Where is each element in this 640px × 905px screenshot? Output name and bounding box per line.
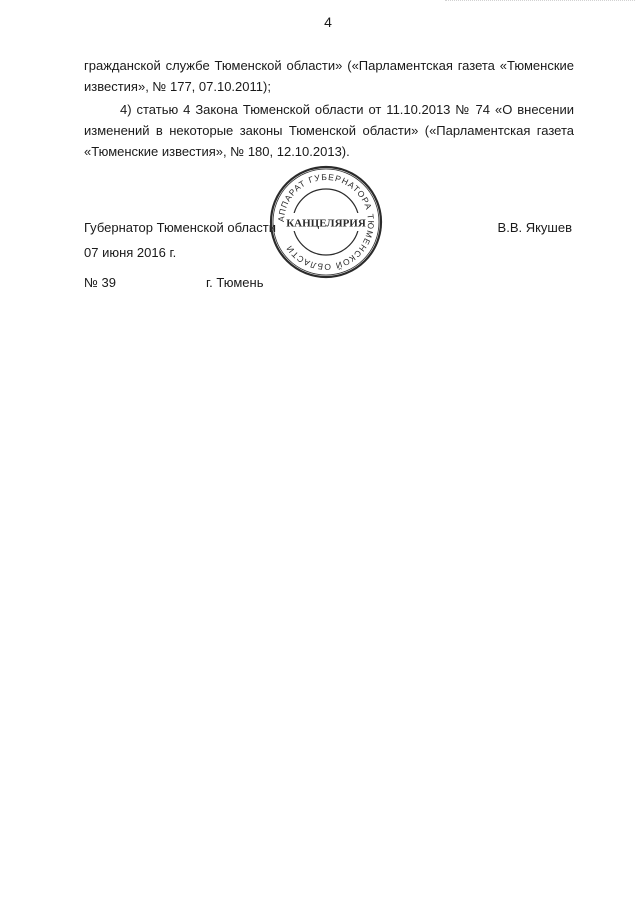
signatory-title: Губернатор Тюменской области [84, 220, 276, 235]
document-date: 07 июня 2016 г. [84, 245, 177, 260]
document-number: № 39 [84, 275, 117, 290]
official-seal [268, 164, 384, 280]
body-paragraph-2: 4) статью 4 Закона Тюменской области от 11.10.2013 № 74 «О внесении изменений в некоторые законы Тюменской области» («Парламентская газета «Тюменские известия», № 180, 12.10.2013). [84, 102, 574, 159]
page-number: 4 [324, 14, 332, 30]
document-city: г. Тюмень [206, 275, 264, 290]
seal-center-text: КАНЦЕЛЯРИЯ [286, 217, 366, 230]
seal-ring-text: АППАРАТ ГУБЕРНАТОРА ТЮМЕНСКОЙ ОБЛАСТИ [275, 171, 377, 273]
body-paragraph-1: гражданской службе Тюменской области» («Парламентская газета «Тюменские известия», № 177, 07.10.2011); [84, 58, 574, 94]
header-stamp-marks [445, 0, 635, 6]
signatory-name: В.В. Якушев [497, 220, 572, 235]
